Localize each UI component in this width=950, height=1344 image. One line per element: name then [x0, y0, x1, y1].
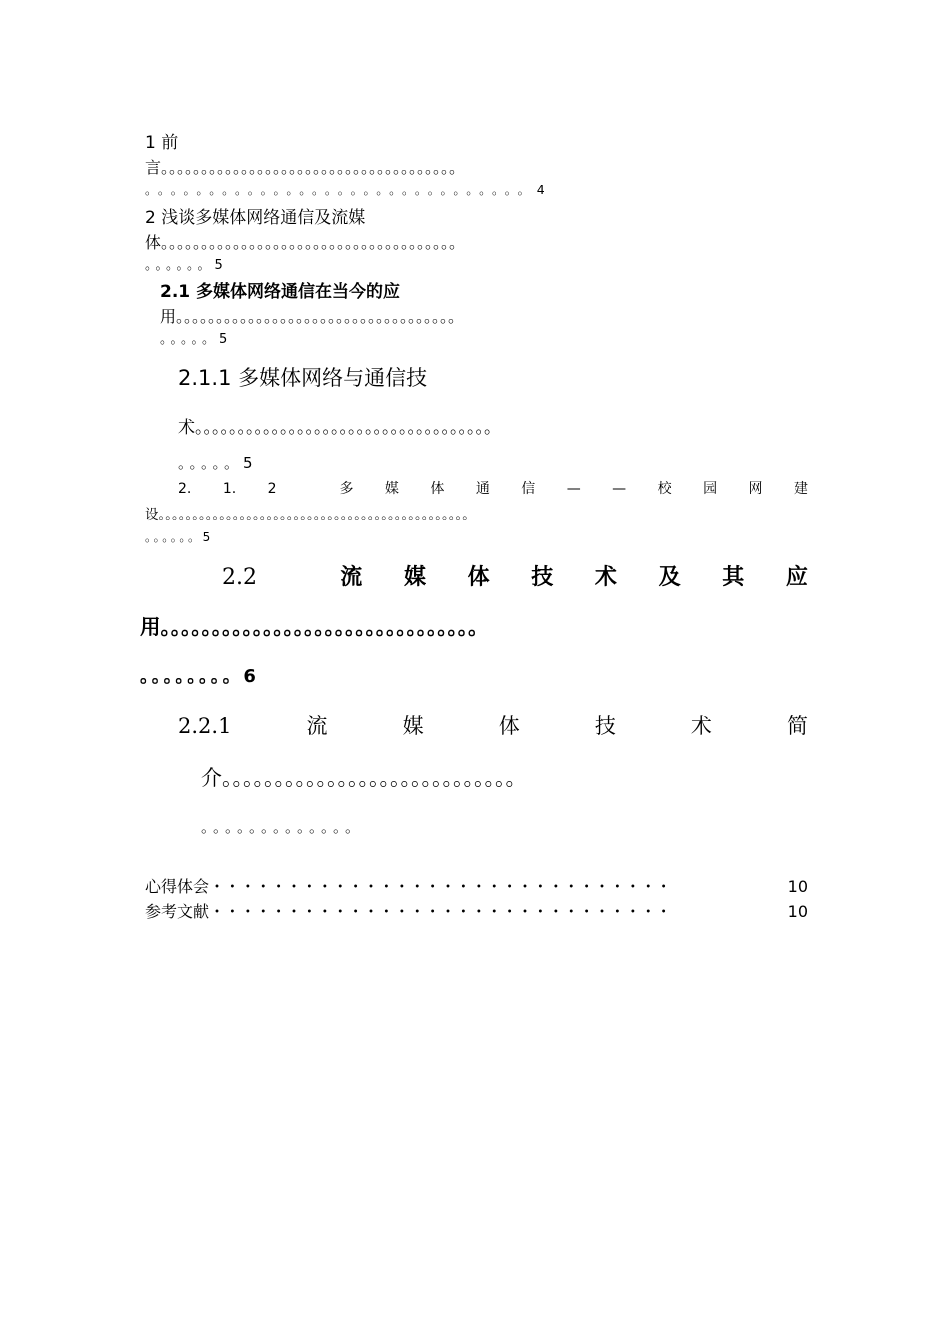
toc-2-1-2-part-13: 网 [748, 481, 763, 497]
toc-2-1-2-part-7: 通 [475, 481, 490, 497]
toc-xinde-leader: ・・・・・・・・・・・・・・・・・・・・・・・・・・・・・・ [209, 877, 672, 896]
toc-2-1-2-part-10: — [612, 481, 627, 497]
toc-cankao-page: 10 [787, 902, 808, 921]
toc-entry-1-page: 。。。。。。。。。。。。。。。。。。。。。。。。。。。。。。4 [145, 182, 552, 197]
toc-entry-2-2-page: 。。。。。。。。6 [140, 666, 259, 687]
toc-2-2-1-part-3: 体 [498, 714, 520, 738]
toc-2-1-2-part-11: 校 [657, 481, 672, 497]
toc-2-1-2-part-0: 2. [178, 481, 192, 497]
toc-2-1-2-part-8: 信 [521, 481, 536, 497]
toc-2-1-2-part-12: 园 [703, 481, 718, 497]
toc-entry-2-1-1-page: 。。。。。5 [178, 454, 257, 472]
toc-entry-2-2-1-leader: 介。。。。。。。。。。。。。。。。。。。。。。。。。。。。 [201, 766, 527, 790]
toc-entry-2-1-page: 。。。。。5 [160, 332, 232, 347]
toc-2-2-1-part-0: 2.2.1 [178, 714, 232, 738]
toc-2-2-part-6: 术 [594, 564, 617, 590]
toc-2-2-1-part-1: 流 [306, 714, 328, 738]
toc-2-1-2-part-4: 多 [339, 481, 354, 497]
toc-2-2-part-9: 应 [785, 564, 808, 590]
toc-2-1-2-part-6: 体 [430, 481, 445, 497]
toc-2-2-1-part-2: 媒 [402, 714, 424, 738]
toc-entry-2-2-title [222, 560, 808, 591]
toc-cankao-label: 参考文献 [145, 902, 210, 921]
toc-2-1-2-part-9: — [566, 481, 581, 497]
toc-2-2-part-7: 及 [658, 564, 681, 590]
toc-2-1-2-part-5: 媒 [384, 481, 399, 497]
toc-2-2-1-part-5: 术 [690, 714, 712, 738]
toc-entry-2-2-1-title [178, 710, 808, 740]
toc-2-2-part-2: 流 [340, 564, 363, 590]
toc-2-2-part-3: 媒 [403, 564, 426, 590]
toc-2-1-2-part-2: 2 [267, 481, 277, 497]
toc-2-2-part-5: 技 [531, 564, 554, 590]
toc-entry-2-2-leader: 用。。。。。。。。。。。。。。。。。。。。。。。。。。。。。。。 [140, 615, 489, 639]
toc-2-1-2-part-1: 1. [222, 481, 237, 497]
toc-entry-2-1-2-page: 。。。。。。5 [145, 530, 213, 544]
toc-xinde-label: 心得体会 [145, 877, 210, 896]
toc-entry-2-1-title: 2.1 多媒体网络通信在当今的应 [160, 282, 401, 302]
toc-entry-2-title: 2 浅谈多媒体网络通信及流媒 [145, 208, 366, 228]
toc-entry-2-1-2-title [178, 478, 808, 498]
toc-2-2-1-part-4: 技 [594, 714, 616, 738]
toc-2-2-1-part-6: 简 [787, 714, 808, 738]
toc-entry-2-1-1-title: 2.1.1 多媒体网络与通信技 [178, 366, 428, 390]
toc-entry-cankao [145, 899, 808, 922]
toc-2-2-part-4: 体 [467, 564, 490, 590]
toc-entry-2-page: 。。。。。。5 [145, 258, 227, 273]
toc-entry-1-leader: 言。。。。。。。。。。。。。。。。。。。。。。。。。。。。。。。。。。。。。 [145, 158, 466, 177]
toc-xinde-page: 10 [787, 877, 808, 896]
toc-entry-1-title: 1 前 [145, 133, 179, 153]
toc-entry-2-2-1-trailing: 。。。。。。。。。。。。。 [201, 818, 365, 836]
toc-entry-2-leader: 体。。。。。。。。。。。。。。。。。。。。。。。。。。。。。。。。。。。。。 [145, 233, 466, 252]
toc-cankao-leader: ・・・・・・・・・・・・・・・・・・・・・・・・・・・・・・ [209, 902, 672, 921]
toc-2-2-part-0: 2.2 [222, 565, 257, 590]
toc-entry-xinde [145, 874, 808, 897]
toc-2-1-2-part-14: 建 [793, 481, 808, 497]
toc-entry-2-1-1-leader: 术。。。。。。。。。。。。。。。。。。。。。。。。。。。。。。。。。。。 [178, 418, 501, 438]
toc-entry-2-1-leader: 用。。。。。。。。。。。。。。。。。。。。。。。。。。。。。。。。。。。 [160, 307, 465, 326]
toc-2-2-part-8: 其 [722, 564, 745, 590]
toc-entry-2-1-2-leader: 设。。。。。。。。。。。。。。。。。。。。。。。。。。。。。。。。。。。。。。。。。。。。。。 [145, 507, 476, 523]
